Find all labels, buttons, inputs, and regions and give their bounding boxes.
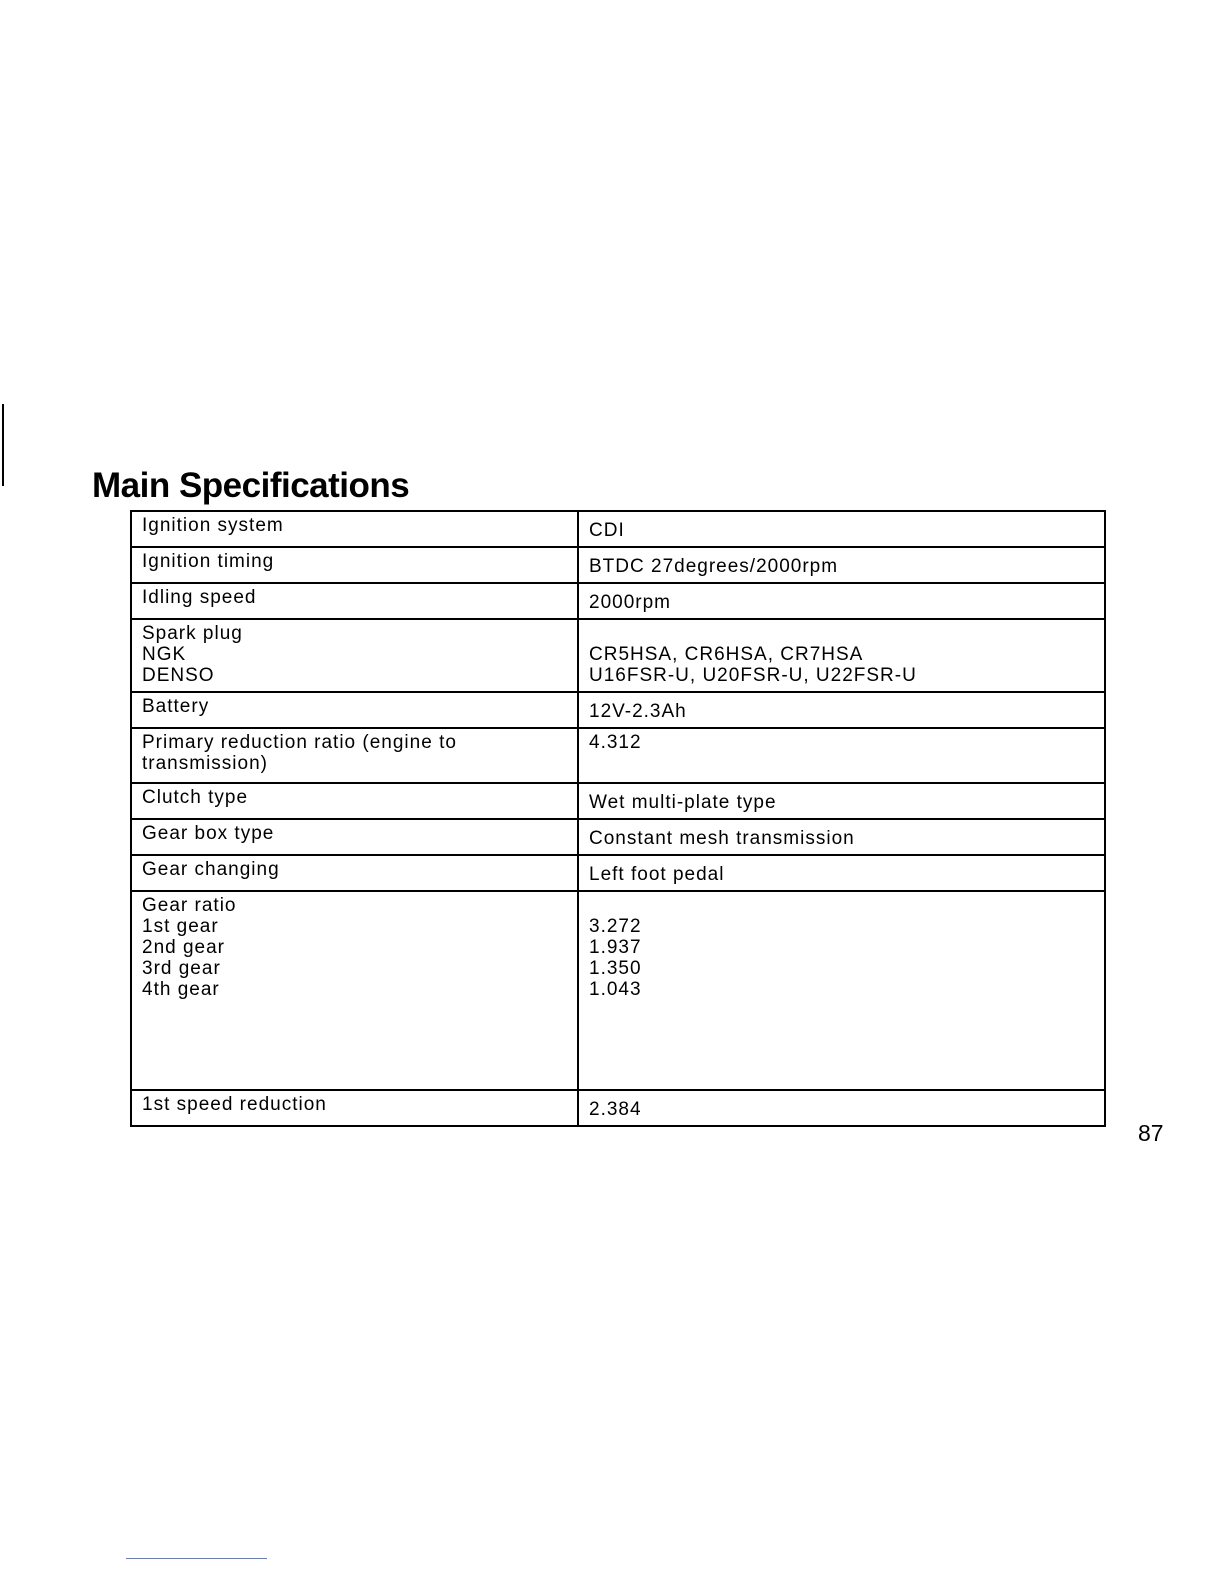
- spec-label: [131, 692, 578, 728]
- spec-value-line: 2000rpm: [589, 592, 671, 613]
- table-row: [131, 583, 1105, 619]
- footer-rule: [126, 1558, 267, 1559]
- spec-value: [578, 583, 1105, 619]
- table-row: [131, 819, 1105, 855]
- spec-label-line: Gear ratio: [142, 895, 237, 916]
- spec-label: [131, 547, 578, 583]
- spec-label-line: NGK: [142, 644, 187, 665]
- page-title: Main Specifications: [92, 466, 410, 505]
- spec-label: [131, 619, 578, 692]
- spec-label-line: Gear box type: [142, 823, 275, 844]
- spec-value-line: 2.384: [589, 1099, 642, 1120]
- spec-label-line: transmission): [142, 753, 268, 774]
- table-row: [131, 855, 1105, 891]
- page-number: 87: [1138, 1120, 1164, 1146]
- spec-value-line: Wet multi-plate type: [589, 792, 777, 813]
- spec-value: [578, 728, 1105, 783]
- spec-label-line: Primary reduction ratio (engine to: [142, 732, 457, 753]
- spec-label-line: Ignition timing: [142, 551, 275, 572]
- spec-label-line: Battery: [142, 696, 210, 717]
- margin-line: [2, 404, 4, 486]
- spec-value-line: 4.312: [589, 732, 642, 753]
- table-row: [131, 728, 1105, 783]
- table-row: [131, 1090, 1105, 1126]
- spec-label: [131, 891, 578, 1090]
- table-row: [131, 891, 1105, 1090]
- spec-label: [131, 511, 578, 547]
- spec-value: [578, 1090, 1105, 1126]
- spec-value: [578, 819, 1105, 855]
- spec-value-line: Left foot pedal: [589, 864, 725, 885]
- table-row: [131, 692, 1105, 728]
- table-row: [131, 547, 1105, 583]
- spec-value-line: BTDC 27degrees/2000rpm: [589, 556, 839, 577]
- table-row: [131, 619, 1105, 692]
- spec-label-line: Idling speed: [142, 587, 257, 608]
- spec-value-line: 1.043: [589, 979, 642, 1000]
- spec-value-line: 1.350: [589, 958, 642, 979]
- spec-value-line: 12V-2.3Ah: [589, 701, 687, 722]
- spec-value: [578, 619, 1105, 692]
- spec-value-line: 1.937: [589, 937, 642, 958]
- spec-value-line: Constant mesh transmission: [589, 828, 855, 849]
- spec-label-line: 3rd gear: [142, 958, 221, 979]
- spec-value-line: CR5HSA, CR6HSA, CR7HSA: [589, 644, 864, 665]
- spec-value-line: U16FSR-U, U20FSR-U, U22FSR-U: [589, 665, 917, 686]
- spec-value: [578, 547, 1105, 583]
- spec-label: [131, 819, 578, 855]
- spec-label: [131, 583, 578, 619]
- spec-label-line: Spark plug: [142, 623, 243, 644]
- spec-label-line: Ignition system: [142, 515, 284, 536]
- spec-label-line: 1st speed reduction: [142, 1094, 327, 1115]
- spec-label-line: DENSO: [142, 665, 215, 686]
- table-row: [131, 511, 1105, 547]
- spec-value: [578, 511, 1105, 547]
- spec-label-line: 2nd gear: [142, 937, 226, 958]
- spec-table: [130, 510, 1106, 1127]
- spec-label: [131, 855, 578, 891]
- spec-label: [131, 728, 578, 783]
- spec-label: [131, 783, 578, 819]
- spec-label-line: Gear changing: [142, 859, 280, 880]
- table-row: [131, 783, 1105, 819]
- spec-label: [131, 1090, 578, 1126]
- spec-value: [578, 891, 1105, 1090]
- spec-value: [578, 783, 1105, 819]
- spec-label-line: 4th gear: [142, 979, 220, 1000]
- spec-value: [578, 692, 1105, 728]
- spec-value-line: CDI: [589, 520, 625, 541]
- spec-label-line: 1st gear: [142, 916, 219, 937]
- spec-value-line: 3.272: [589, 916, 642, 937]
- spec-label-line: Clutch type: [142, 787, 249, 808]
- spec-value: [578, 855, 1105, 891]
